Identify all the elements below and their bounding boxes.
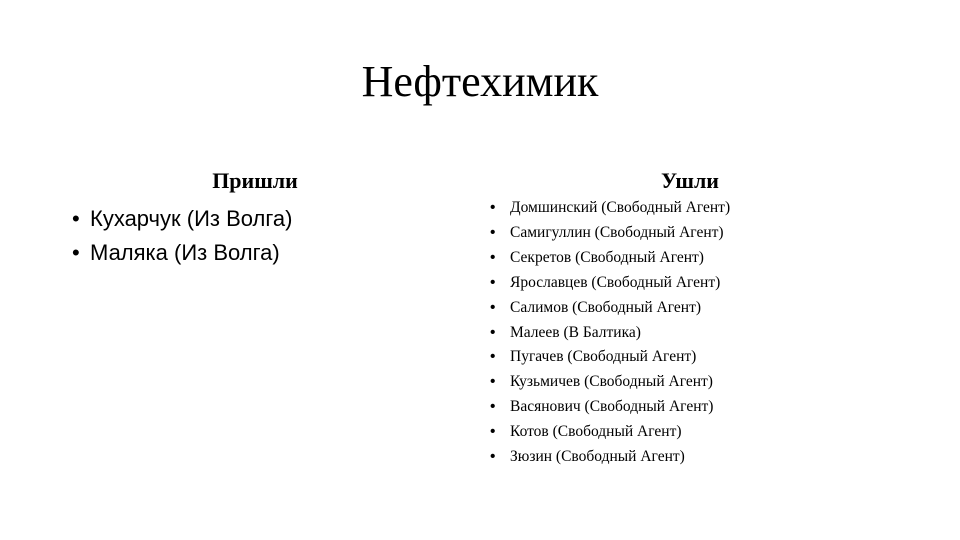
bullet-icon: • bbox=[490, 348, 496, 366]
bullet-icon: • bbox=[490, 248, 496, 266]
list-item-text: Секретов (Свободный Агент) bbox=[510, 248, 704, 266]
list-item-text: Котов (Свободный Агент) bbox=[510, 423, 682, 441]
list-item-text: Салимов (Свободный Агент) bbox=[510, 298, 702, 316]
departed-list bbox=[490, 196, 930, 470]
list-item-text: Малеев (В Балтика) bbox=[510, 323, 641, 341]
list-item bbox=[490, 196, 930, 221]
list-item bbox=[72, 202, 432, 236]
bullet-icon: • bbox=[490, 223, 496, 241]
bullet-icon: • bbox=[490, 199, 496, 216]
arrived-heading: Пришли bbox=[212, 168, 298, 193]
list-item bbox=[490, 345, 930, 370]
bullet-icon: • bbox=[490, 423, 496, 441]
list-item-text: Васянович (Свободный Агент) bbox=[510, 398, 714, 416]
slide-title: Нефтехимик bbox=[361, 57, 599, 106]
bullet-icon: • bbox=[490, 373, 496, 391]
bullet-icon: • bbox=[490, 323, 496, 341]
list-item-text: Ярославцев (Свободный Агент) bbox=[510, 273, 721, 291]
list-item bbox=[490, 321, 930, 346]
list-item-text: Самигуллин (Свободный Агент) bbox=[510, 223, 724, 241]
list-item bbox=[490, 420, 930, 445]
list-item-text: Маляка (Из Волга) bbox=[90, 240, 280, 265]
bullet-icon: • bbox=[490, 273, 496, 291]
bullet-icon: • bbox=[72, 240, 80, 265]
departed-heading: Ушли bbox=[661, 168, 719, 193]
list-item-text: Домшинский (Свободный Агент) bbox=[510, 199, 731, 216]
bullet-icon: • bbox=[490, 298, 496, 316]
list-item-text: Кухарчук (Из Волга) bbox=[90, 206, 293, 231]
list-item-text: Кузьмичев (Свободный Агент) bbox=[510, 373, 713, 391]
list-item bbox=[490, 271, 930, 296]
list-item-text: Пугачев (Свободный Агент) bbox=[510, 348, 697, 366]
arrived-list bbox=[72, 202, 432, 270]
list-item bbox=[490, 246, 930, 271]
list-item bbox=[490, 221, 930, 246]
list-item bbox=[490, 370, 930, 395]
bullet-icon: • bbox=[72, 206, 80, 231]
bullet-icon: • bbox=[490, 448, 496, 466]
bullet-icon: • bbox=[490, 398, 496, 416]
list-item bbox=[490, 296, 930, 321]
list-item-text: Зюзин (Свободный Агент) bbox=[510, 448, 685, 466]
list-item bbox=[72, 236, 432, 270]
list-item bbox=[490, 395, 930, 420]
list-item bbox=[490, 445, 930, 470]
